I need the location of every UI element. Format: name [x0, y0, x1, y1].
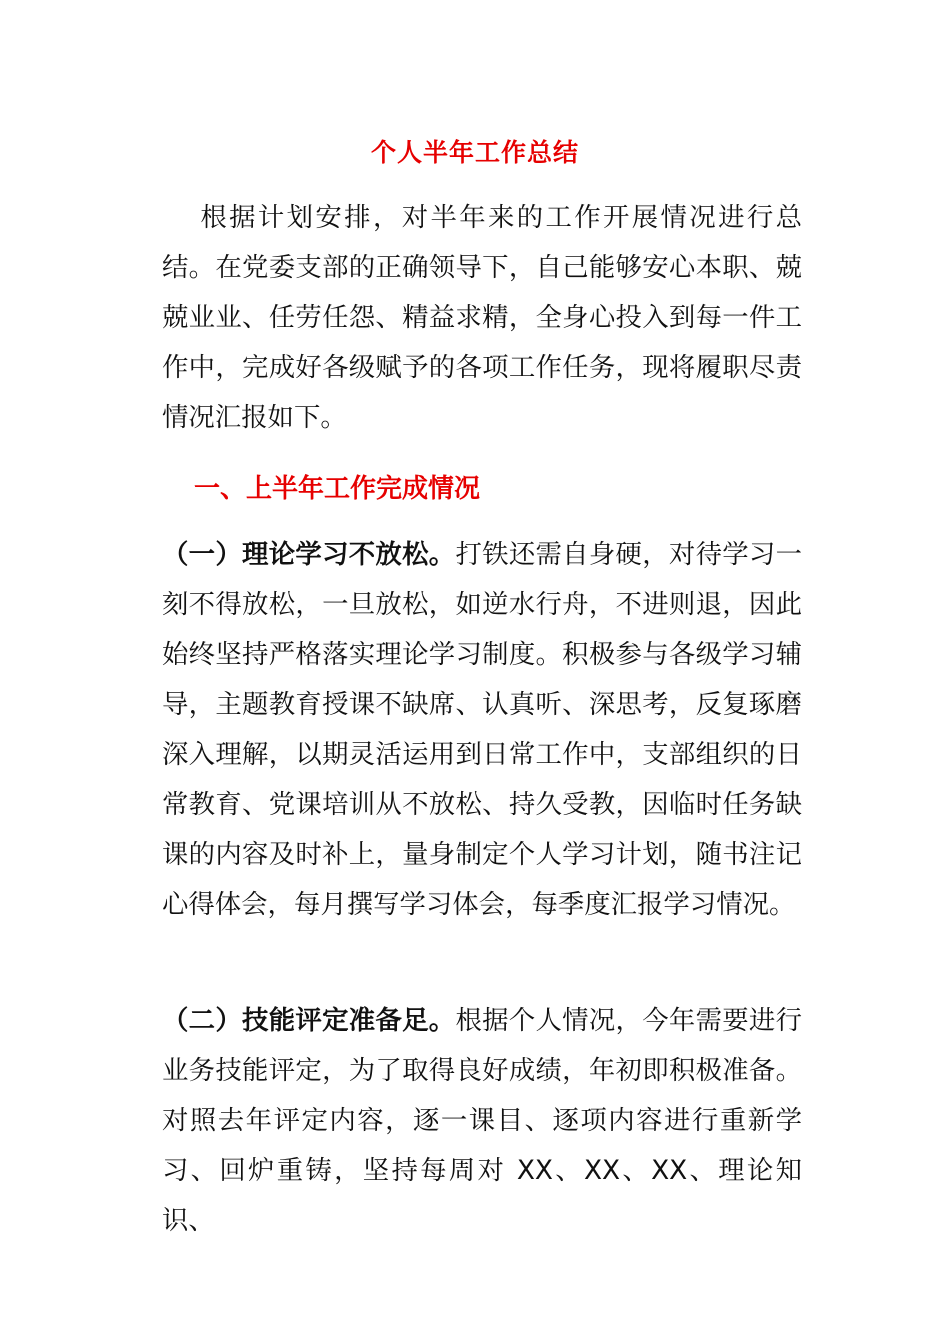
section-heading: 一、上半年工作完成情况	[194, 474, 481, 504]
item-1-lead: （一）理论学习不放松。	[162, 539, 456, 570]
item-2-lead: （二）技能评定准备足。	[162, 1005, 456, 1036]
section-item-2	[162, 996, 802, 1246]
item-1-body: 打铁还需自身硬，对待学习一刻不得放松，一旦放松，如逆水行舟，不进则退，因此始终坚持严格落实理论学习制度。积极参与各级学习辅导，主题教育授课不缺席、认真听、深思考，反复琢磨深入理解，以期灵活运用到日常工作中，支部组织的日常教育、党课培训从不放松、持久受教，因临时任务缺课的内容及时补上，量身制定个人学习计划，随书注记心得体会，每月撰写学习体会，每季度汇报学习情况。	[162, 539, 803, 920]
intro-paragraph	[162, 193, 802, 443]
item-2-body: 根据个人情况，今年需要进行业务技能评定，为了取得良好成绩，年初即积极准备。对照去年评定内容，逐一课目、逐项内容进行重新学习、回炉重铸，坚持每周对 XX、XX、XX、理论知识、	[162, 1005, 803, 1236]
intro-text: 根据计划安排，对半年来的工作开展情况进行总结。在党委支部的正确领导下，自己能够安心本职、兢兢业业、任劳任怨、精益求精，全身心投入到每一件工作中，完成好各级赋予的各项工作任务，现将履职尽责情况汇报如下。	[162, 202, 802, 433]
document-title: 个人半年工作总结	[370, 138, 579, 167]
section-item-1	[162, 530, 802, 930]
